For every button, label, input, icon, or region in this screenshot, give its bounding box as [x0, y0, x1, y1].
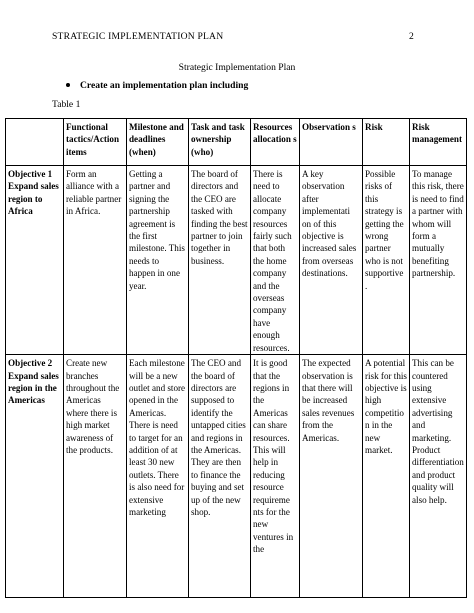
table-row: [6, 355, 467, 598]
column-header-observations: Observation s: [300, 119, 363, 166]
table-header-row: [6, 119, 467, 166]
column-header-resources: Resources allocation s: [251, 119, 300, 166]
column-header-objective: [6, 119, 64, 166]
milestone-cell: Getting a partner and signing the partnership agreement is the first milestone. This needs to happen in one year.: [127, 166, 189, 355]
tactics-cell: Create new branches throughout the Americas where there is high market awareness of the products.: [64, 355, 127, 598]
document-title: Strategic Implementation Plan: [178, 62, 296, 73]
risk-cell: Possible risks of this strategy is getting the wrong partner who is not supportive .: [363, 166, 410, 355]
column-header-milestone: Milestone and deadlines (when): [127, 119, 189, 166]
column-header-task: Task and task ownership (who): [189, 119, 251, 166]
column-header-tactics: Functional tactics/Action items: [64, 119, 127, 166]
observations-cell: The expected observation is that there will be increased sales revenues from the Americas.: [300, 355, 363, 598]
risk-management-cell: This can be countered using extensive advertising and marketing. Product differentiation and product quality will also help.: [410, 355, 467, 598]
tactics-cell: Form an alliance with a reliable partner in Africa.: [64, 166, 127, 355]
observations-cell: A key observation after implementati on of this objective is increased sales from overseas destinations.: [300, 166, 363, 355]
running-head-title: STRATEGIC IMPLEMENTATION PLAN: [52, 31, 224, 42]
risk-management-cell: To manage this risk, there is need to find a partner with whom will form a mutually benefiting partnership.: [410, 166, 467, 355]
bullet-item: [66, 80, 248, 91]
objective-cell: Objective 1 Expand sales region to Africa: [6, 166, 64, 355]
bullet-icon: [66, 83, 70, 87]
implementation-plan-table: [5, 118, 467, 598]
column-header-risk-management: Risk management: [410, 119, 467, 166]
risk-cell: A potential risk for this objective is high competitio n in the new market.: [363, 355, 410, 598]
column-header-risk: Risk: [363, 119, 410, 166]
resources-cell: It is good that the regions in the Americas can share resources. This will help in reducing resource requireme nts for the new ventures in the: [251, 355, 300, 598]
table-row: [6, 166, 467, 355]
bullet-text: Create an implementation plan including: [80, 80, 249, 91]
task-cell: The CEO and the board of directors are supposed to identify the untapped cities and regions in the Americas. They are then to finance the buying and set up of the new shop.: [189, 355, 251, 598]
milestone-cell: Each milestone will be a new outlet and store opened in the Americas. There is need to target for an addition of at least 30 new outlets. There is also need for extensive marketing: [127, 355, 189, 598]
objective-cell: Objective 2 Expand sales region in the Americas: [6, 355, 64, 598]
page-number: 2: [409, 31, 414, 42]
table-caption: Table 1: [52, 99, 81, 110]
resources-cell: There is need to allocate company resources fairly such that both the home company and the overseas company have enough resources.: [251, 166, 300, 355]
task-cell: The board of directors and the CEO are tasked with finding the best partner to join together in business.: [189, 166, 251, 355]
